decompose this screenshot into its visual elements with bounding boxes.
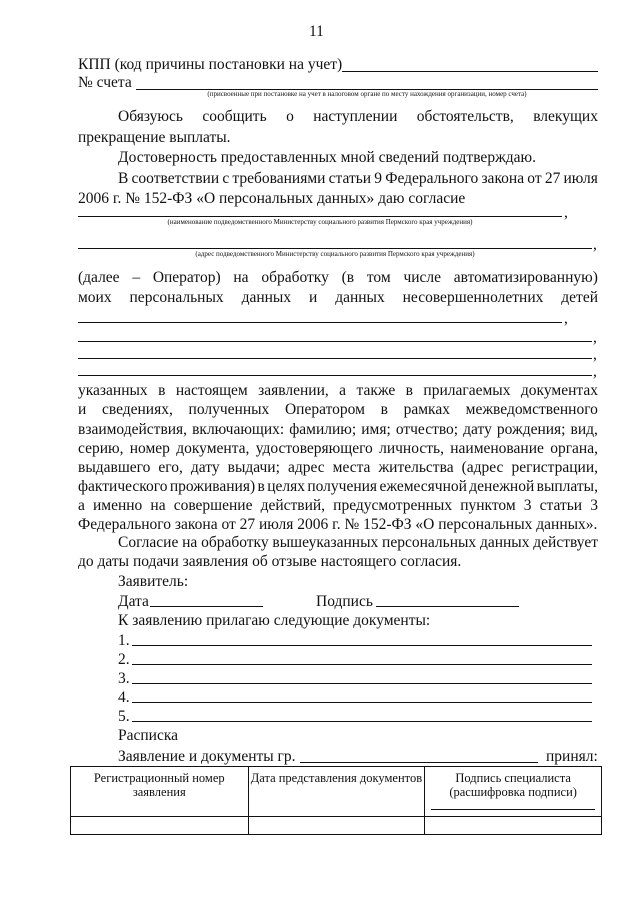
word: рождения; (496, 421, 566, 438)
word: регистрации, (511, 459, 598, 476)
comma: , (564, 204, 568, 221)
comma: , (593, 363, 597, 380)
word: сообщить (202, 108, 267, 125)
word: дату (463, 421, 492, 438)
word: места (332, 459, 371, 476)
operator-line (78, 268, 598, 287)
word: Оператор) (152, 269, 221, 286)
word: действует (533, 534, 598, 551)
org-name-field-line[interactable] (78, 216, 562, 217)
word: дату (190, 459, 220, 476)
word: Обязуюсь (118, 108, 183, 125)
obligation-line-end: прекращение выплаты. (78, 129, 231, 146)
word: личность, (379, 440, 444, 457)
word: в (257, 478, 265, 495)
word: пунктом (460, 497, 516, 514)
word: Оператором (284, 401, 365, 418)
kpp-label: КПП (код причины постановки на учет) (78, 56, 343, 73)
account-caption: (присвоенные при постановке на учет в налоговом органе по месту нахождения организации, номер счета) (207, 90, 527, 98)
word: рамках (403, 401, 450, 418)
word: денежной (469, 478, 535, 495)
word: В (118, 170, 129, 187)
header-specialist-signature-text: Подпись специалиста (расшифровка подписи) (449, 771, 577, 799)
table-header-row (71, 767, 602, 817)
org-name-caption: (наименование подведомственного Министерству социального развития Пермского края учреждения) (167, 218, 473, 226)
comma: , (593, 329, 597, 346)
body-line (78, 477, 598, 496)
attachment-number: 5. (118, 708, 130, 725)
word: статьи (328, 170, 372, 187)
word: указанных (78, 382, 148, 399)
receipt-text: Заявление и документы гр. (118, 748, 296, 765)
word: и (309, 289, 318, 306)
attachment-number: 1. (118, 632, 130, 649)
validity-line (118, 533, 598, 552)
date-label: Дата (118, 593, 149, 610)
receipt-name-field-line[interactable] (300, 762, 538, 763)
word: на (233, 269, 249, 286)
word: документа, (176, 440, 250, 457)
word: обработку (261, 269, 329, 286)
body-paragraph-end: Федерального закона от 27 июля 2006 г. № 152-ФЗ «О персональных данных». (78, 516, 598, 533)
word: персональных (129, 289, 224, 306)
word: – (132, 269, 141, 286)
attachment-number: 2. (118, 651, 130, 668)
account-label: № счета (78, 74, 132, 91)
word: несовершеннолетних (402, 289, 544, 306)
word: (далее (78, 269, 120, 286)
word: выплаты, (536, 478, 598, 495)
header-registration-number: Регистрационный номер заявления (71, 767, 249, 817)
kpp-field-line[interactable] (342, 71, 598, 72)
word: фамилию; (289, 421, 357, 438)
attachment-field-line[interactable] (132, 683, 592, 684)
word: номер (129, 440, 170, 457)
word: сведениях, (101, 401, 173, 418)
body-line (78, 439, 598, 458)
signature-field-line[interactable] (376, 606, 519, 607)
word: выдачи; (227, 459, 280, 476)
word: органа, (550, 440, 598, 457)
children-field-line[interactable] (78, 341, 592, 342)
word: вышеуказанных (272, 534, 379, 551)
comma: , (593, 236, 597, 253)
received-label: принял: (546, 748, 598, 765)
body-line (78, 458, 598, 477)
consent-line-end: 2006 г. № 152-ФЗ «О персональных данных» даю согласие (78, 190, 466, 207)
word: числе (403, 269, 442, 286)
word: данных (241, 289, 292, 306)
obligation-line (118, 107, 598, 126)
body-line (78, 496, 598, 515)
attachment-field-line[interactable] (132, 721, 592, 722)
org-address-field-line[interactable] (78, 248, 592, 249)
header-submission-date: Дата представления документов (248, 767, 425, 817)
org-address-caption: (адрес подведомственного Министерству социального развития Пермского края учреждения) (195, 250, 475, 258)
word: адрес (287, 459, 325, 476)
attachment-field-line[interactable] (132, 645, 592, 646)
signature-label: Подпись (316, 593, 373, 610)
word: в (380, 401, 388, 418)
word: Согласие (118, 534, 179, 551)
table-row (71, 817, 602, 835)
children-field-line[interactable] (78, 322, 562, 323)
word: отчество; (395, 421, 459, 438)
body-line (78, 381, 598, 400)
word: закона (481, 170, 525, 187)
word: удостоверяющего (255, 440, 373, 457)
signature-underline (431, 809, 595, 810)
word: 3 (523, 497, 532, 514)
word: взаимодействия, (78, 421, 188, 438)
word: получения (307, 478, 378, 495)
cell-registration-number[interactable] (71, 817, 249, 835)
page-number: 11 (309, 23, 324, 40)
registration-table (70, 766, 602, 835)
comma: , (564, 310, 568, 327)
date-field-line[interactable] (150, 606, 263, 607)
word: целях (267, 478, 305, 495)
word: автоматизированную) (453, 269, 598, 286)
word: настоящем (175, 382, 248, 399)
word: документах (520, 382, 598, 399)
receipt-title: Расписка (118, 727, 179, 744)
word: требованиями (232, 170, 326, 187)
word: обстоятельств, (416, 108, 514, 125)
attachment-number: 4. (118, 689, 130, 706)
attach-label: К заявлению прилагаю следующие документы: (118, 612, 431, 629)
word: жительства (378, 459, 454, 476)
word: июля (563, 170, 598, 187)
word: с (222, 170, 230, 187)
children-line (78, 288, 598, 307)
consent-line (118, 169, 598, 188)
body-line (78, 420, 598, 439)
word: 27 (544, 170, 561, 187)
attachment-number: 3. (118, 670, 130, 687)
word: влекущих (533, 108, 598, 125)
word: на (182, 534, 198, 551)
word: данных (335, 289, 385, 306)
word: обработку (201, 534, 269, 551)
children-field-line[interactable] (78, 358, 592, 359)
attachment-field-line[interactable] (132, 702, 592, 703)
word: персональных (382, 534, 477, 551)
word: на (150, 497, 166, 514)
word: имя; (361, 421, 391, 438)
word: 3 (590, 497, 598, 514)
validity-line-end: до даты подачи заявления об отзыве настоящего согласия. (78, 553, 462, 570)
word: ежемесячной (379, 478, 467, 495)
children-field-line[interactable] (78, 375, 592, 376)
word: прилагаемых (423, 382, 511, 399)
word: 9 (374, 170, 383, 187)
word: наименование (450, 440, 544, 457)
word: Федерального (385, 170, 479, 187)
cell-submission-date[interactable] (248, 817, 425, 835)
body-line (78, 400, 598, 419)
word: включающих: (192, 421, 285, 438)
cell-specialist-signature[interactable] (425, 817, 602, 835)
word: моих (78, 289, 112, 306)
word: о (286, 108, 294, 125)
applicant-label: Заявитель: (118, 573, 189, 590)
word: совершение (173, 497, 253, 514)
word: именно (92, 497, 143, 514)
word: соответствии (131, 170, 220, 187)
word: серию, (78, 440, 124, 457)
word: предусмотренных (333, 497, 453, 514)
word: а (339, 382, 347, 399)
word: заявлении, (258, 382, 329, 399)
word: от (527, 170, 542, 187)
word: статьи (539, 497, 583, 514)
word: детей (561, 289, 598, 306)
word: межведомственного (465, 401, 598, 418)
attachment-field-line[interactable] (132, 664, 592, 665)
word: также (356, 382, 396, 399)
header-specialist-signature (425, 767, 602, 817)
word: (в (341, 269, 355, 286)
word: фактического (78, 478, 168, 495)
word: наступлении (313, 108, 398, 125)
word: и (78, 401, 87, 418)
word: выдавшего (78, 459, 151, 476)
word: действий, (260, 497, 326, 514)
word: его, (158, 459, 183, 476)
comma: , (593, 346, 597, 363)
confirm-text: Достоверность предоставленных мной сведений подтверждаю. (118, 149, 536, 166)
word: в (158, 382, 166, 399)
word: вид, (570, 421, 598, 438)
word: а (78, 497, 85, 514)
word: в (405, 382, 413, 399)
word: том (366, 269, 391, 286)
word: проживания) (169, 478, 256, 495)
word: полученных (188, 401, 270, 418)
word: (адрес (461, 459, 504, 476)
word: данных (479, 534, 530, 551)
